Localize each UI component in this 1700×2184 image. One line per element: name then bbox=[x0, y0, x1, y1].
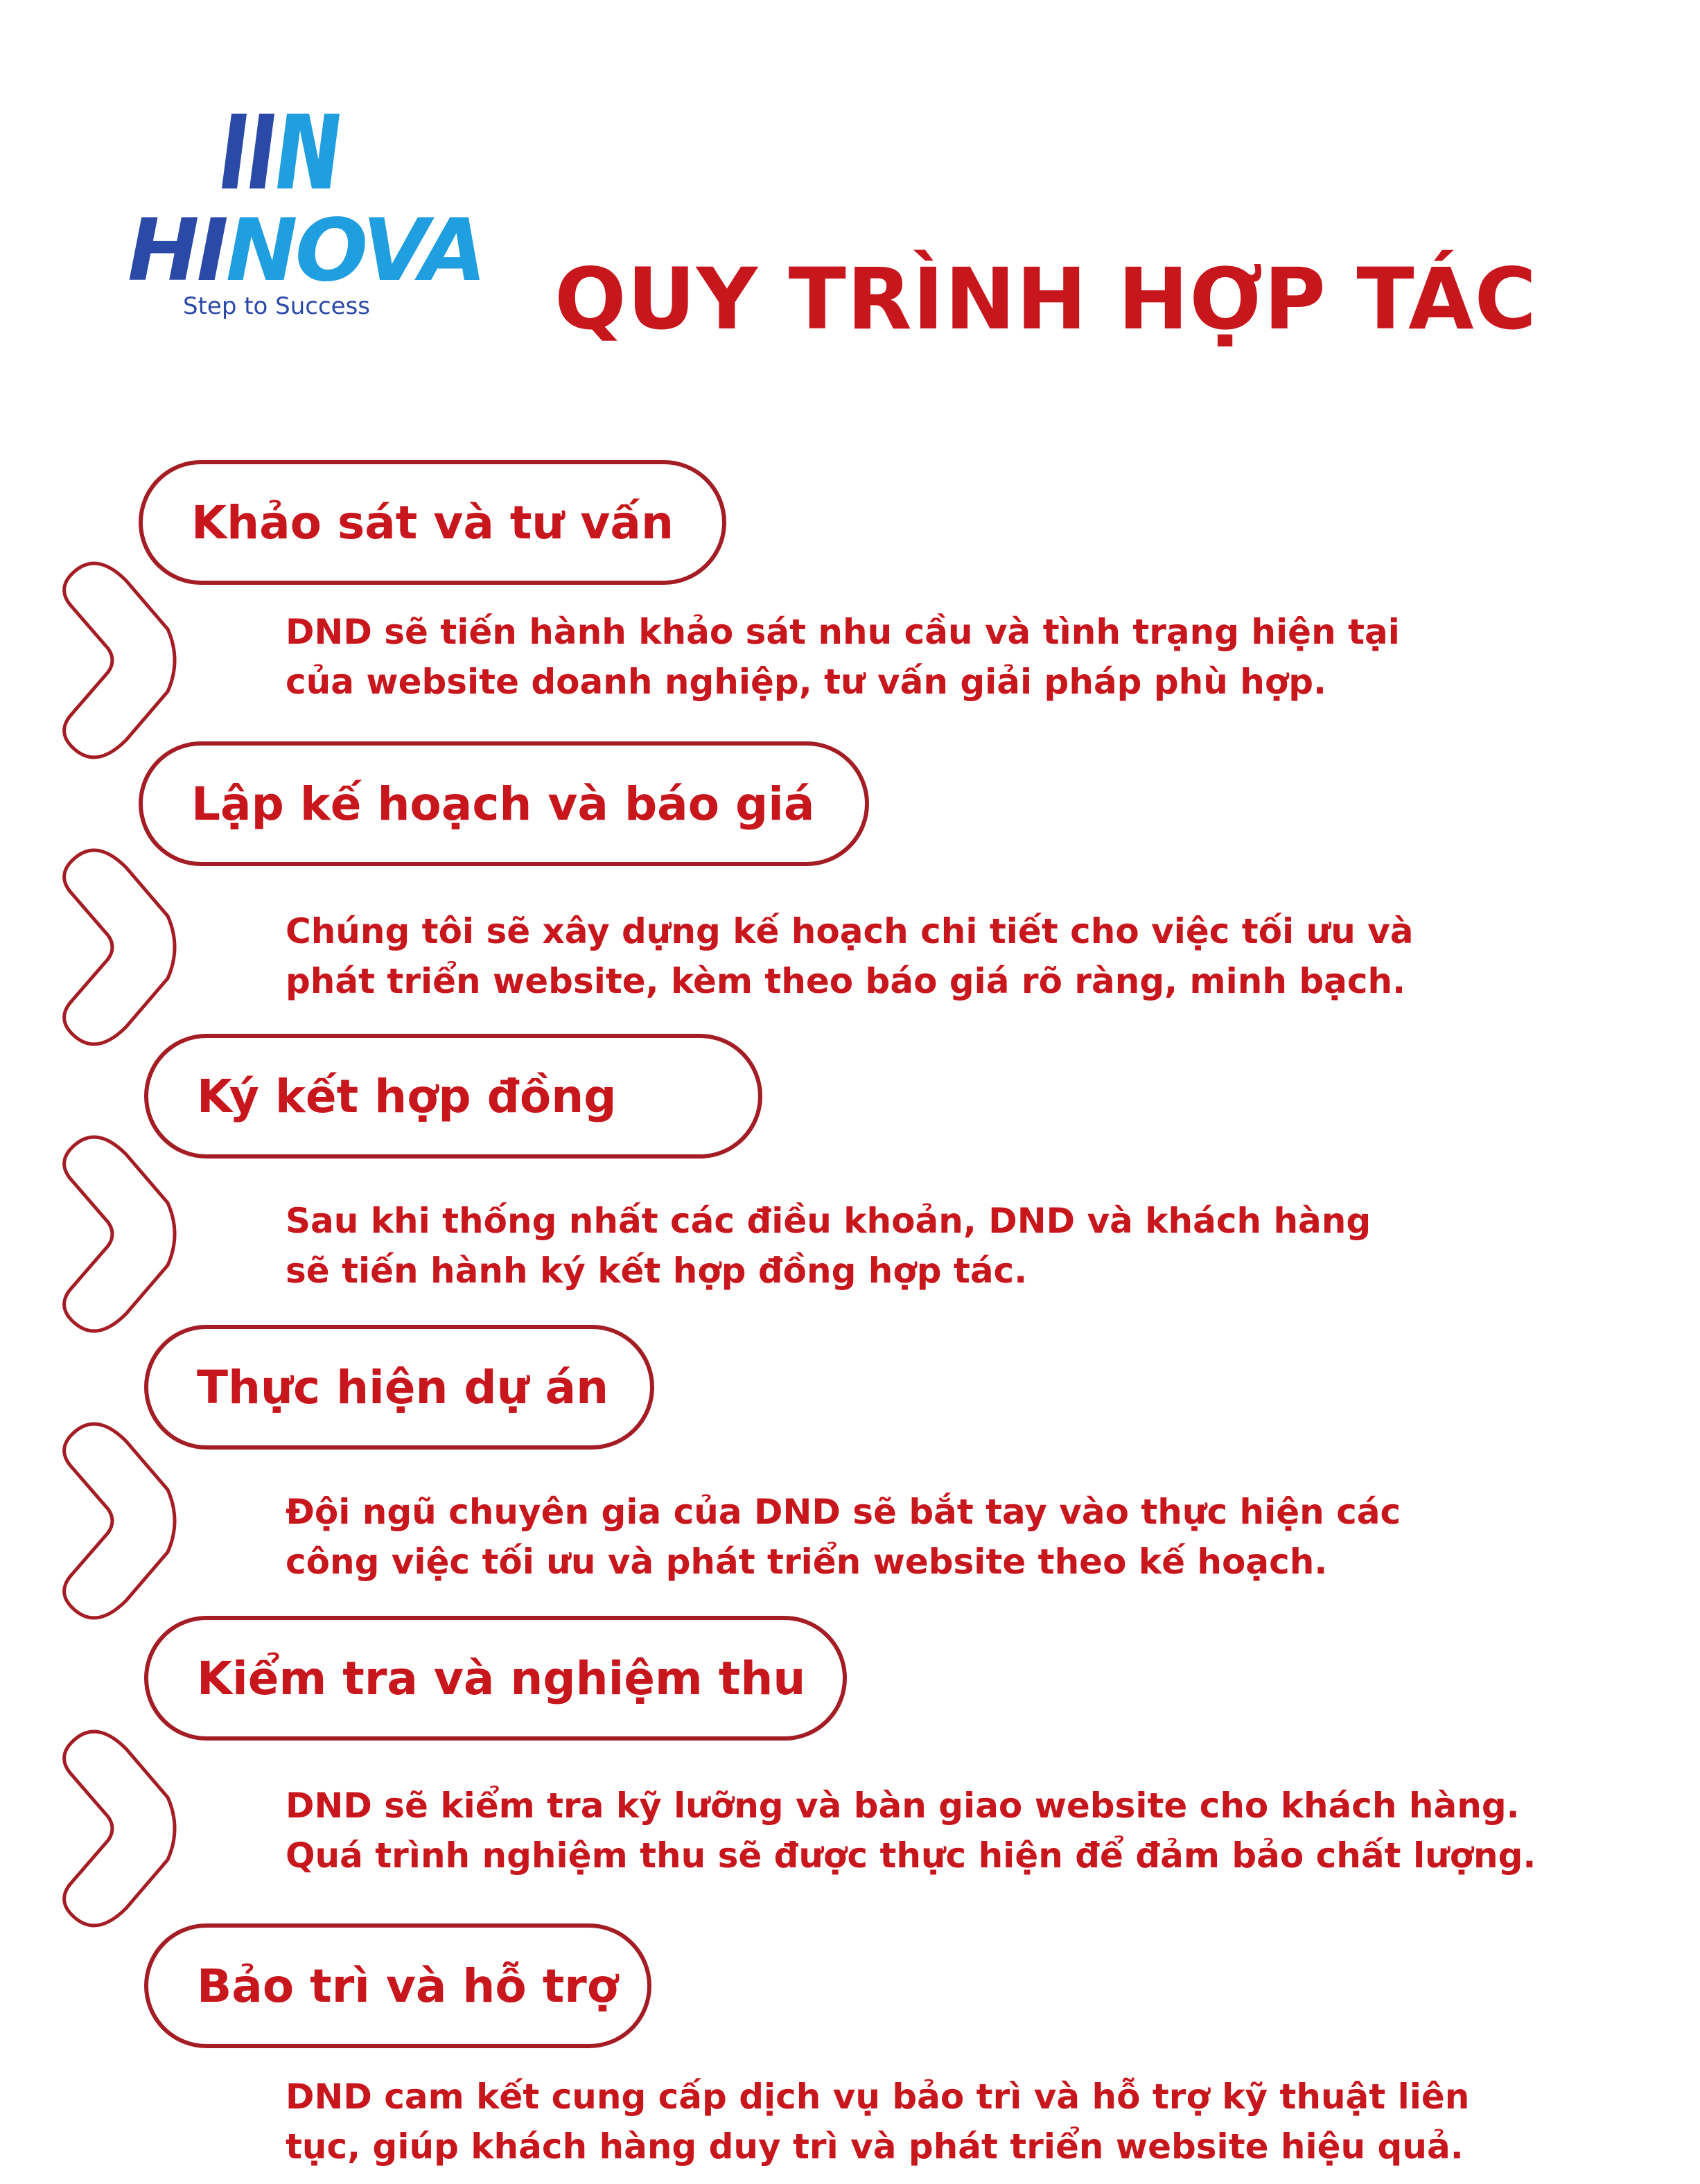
step-pill-maintenance bbox=[144, 1923, 651, 2048]
step-description bbox=[286, 2072, 1469, 2172]
step-pill-acceptance bbox=[144, 1616, 847, 1741]
hinova-mark-icon bbox=[220, 111, 345, 194]
chevron-right-icon bbox=[58, 1728, 183, 1929]
step-title: Kiểm tra và nghiệm thu bbox=[197, 1651, 806, 1705]
step-pill-planning bbox=[139, 741, 869, 866]
chevron-right-icon bbox=[58, 1420, 183, 1621]
step-description-line: DND sẽ kiểm tra kỹ lưỡng và bàn giao website cho khách hàng. bbox=[286, 1786, 1520, 1826]
step-pill-survey bbox=[139, 460, 726, 585]
chevron-right-icon bbox=[58, 560, 183, 761]
step-description bbox=[286, 906, 1414, 1006]
logo-word-part2: NOVA bbox=[225, 201, 484, 301]
step-description-line: tục, giúp khách hàng duy trì và phát triển website hiệu quả. bbox=[286, 2126, 1464, 2167]
step-description-line: phát triển website, kèm theo báo giá rõ ràng, minh bạch. bbox=[286, 961, 1406, 1001]
step-description bbox=[286, 1781, 1536, 1881]
step-title: Thực hiện dự án bbox=[197, 1360, 609, 1414]
page-title: QUY TRÌNH HỢP TÁC bbox=[554, 250, 1538, 349]
step-description bbox=[286, 1487, 1401, 1587]
step-description-line: DND sẽ tiến hành khảo sát nhu cầu và tình trạng hiện tại bbox=[286, 612, 1400, 652]
step-description-line: của website doanh nghiệp, tư vấn giải pháp phù hợp. bbox=[286, 662, 1327, 702]
step-description-line: Quá trình nghiệm thu sẽ được thực hiện để đảm bảo chất lượng. bbox=[286, 1835, 1536, 1876]
step-description-line: DND cam kết cung cấp dịch vụ bảo trì và hỗ trợ kỹ thuật liên bbox=[286, 2077, 1470, 2117]
hinova-logo bbox=[128, 111, 484, 326]
step-title: Bảo trì và hỗ trợ bbox=[197, 1959, 619, 2013]
step-description bbox=[286, 607, 1400, 707]
chevron-right-icon bbox=[58, 1134, 183, 1335]
step-title: Lập kế hoạch và báo giá bbox=[191, 777, 815, 831]
step-description-line: Sau khi thống nhất các điều khoản, DND và khách hàng bbox=[286, 1201, 1372, 1241]
step-title: Khảo sát và tư vấn bbox=[191, 495, 674, 549]
step-description-line: Đội ngũ chuyên gia của DND sẽ bắt tay vào thực hiện các bbox=[286, 1492, 1401, 1532]
chevron-right-icon bbox=[58, 847, 183, 1048]
step-description bbox=[286, 1196, 1371, 1296]
logo-word-part1: HI bbox=[128, 201, 226, 301]
step-description-line: Chúng tôi sẽ xây dựng kế hoạch chi tiết cho việc tối ưu và bbox=[286, 911, 1414, 951]
step-pill-contract bbox=[144, 1034, 762, 1159]
logo-wordmark bbox=[128, 201, 484, 301]
step-title: Ký kết hợp đồng bbox=[197, 1069, 617, 1123]
step-pill-execution bbox=[144, 1325, 654, 1450]
logo-tagline: Step to Success bbox=[183, 292, 371, 320]
step-description-line: sẽ tiến hành ký kết hợp đồng hợp tác. bbox=[286, 1251, 1028, 1291]
step-description-line: công việc tối ưu và phát triển website theo kế hoạch. bbox=[286, 1542, 1328, 1582]
